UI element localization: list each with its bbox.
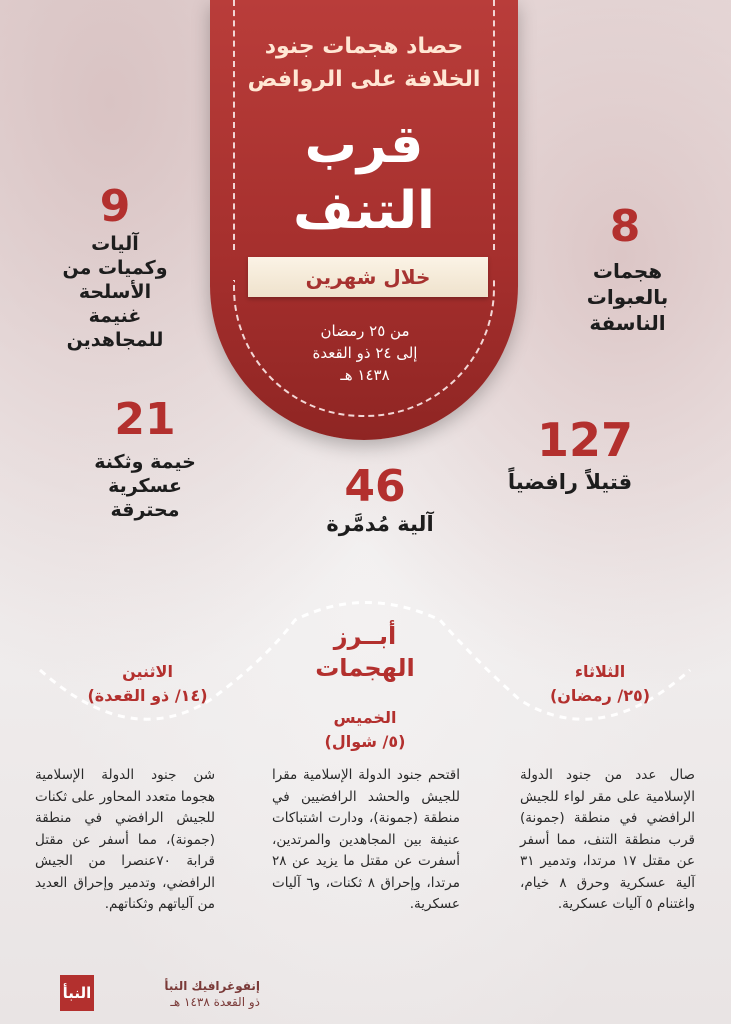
attack-left-text: شن جنود الدولة الإسلامية هجوما متعدد المحاور على ثكنات للجيش الرافضي في منطقة (جمونة)، مما أسفر عن مقتل قرابة ٧٠عنصرا من الجيش الرافضي، وتدمير وإحراق العديد من آلياتهم وثكناتهم. (35, 767, 215, 912)
date-line-1: من ٢٥ رمضان (320, 322, 410, 340)
attack-center-day: الخميس (333, 708, 397, 727)
stat-label-line: خيمة وثكنة (94, 451, 196, 473)
stat-label-line: للمجاهدين (66, 329, 164, 351)
attack-right-day: الثلاثاء (574, 662, 626, 681)
attacks-title-line-1: أبــرز (333, 622, 397, 650)
stat-label-line: غنيمة (88, 305, 142, 327)
stat-label-booty (30, 232, 200, 352)
footer-line-1: إنفوغرافيك النبأ (164, 979, 260, 993)
footer-line-2: ذو القعدة ١٤٣٨ هـ (170, 995, 260, 1009)
banner-subtitle (220, 30, 508, 96)
attack-center-header (290, 706, 440, 754)
subtitle-line-1: حصاد هجمات جنود (264, 34, 464, 59)
stat-value-booty: 9 (99, 181, 131, 232)
attacks-title-line-2: الهجمات (315, 654, 415, 682)
stat-label-line: محترقة (110, 499, 180, 521)
stat-label-line: هجمات (592, 259, 663, 283)
attack-right-date: (٢٥/ رمضان) (549, 686, 651, 705)
stat-label-line: الناسفة (589, 311, 666, 335)
attack-left-header (60, 660, 235, 708)
stat-label-line: بالعبوات (586, 285, 669, 309)
title-line-1: قرب (304, 115, 424, 175)
stat-label-tents (55, 450, 235, 522)
stat-label-line: وكميات من (62, 257, 168, 279)
date-range (270, 320, 460, 386)
naba-logo: النبأ (60, 975, 94, 1011)
stat-value-killed: 127 (536, 413, 634, 467)
title-line-2: التنف (293, 181, 435, 241)
period-ribbon: خلال شهرين (248, 257, 488, 297)
attack-left-date: (١٤/ ذو القعدة) (87, 686, 208, 705)
stat-label-line: آليات (91, 233, 139, 255)
stat-label-ied (545, 258, 710, 336)
date-line-2: إلى ٢٤ ذو القعدة (312, 344, 418, 362)
subtitle-line-2: الخلافة على الروافض (247, 67, 481, 92)
stat-label-killed (470, 468, 670, 496)
page-title (220, 112, 508, 244)
footer-credit (100, 978, 260, 1010)
stat-value-vehicles: 46 (344, 461, 406, 512)
attack-right-header (520, 660, 680, 708)
attack-left-day: الاثنين (122, 662, 173, 681)
stat-label-line: قتيلاً رافضياً (507, 470, 633, 494)
attack-center-date: (٥/ شوال) (324, 732, 406, 751)
stat-label-vehicles (290, 510, 470, 538)
attack-right-text: صال عدد من جنود الدولة الإسلامية على مقر لواء للجيش الرافضي في منطقة (جمونة) قرب منطقة التنف، مما أسفر عن مقتل ١٧ مرتدا، وتدمير ٣١ آلية عسكرية وحرق ٨ خيام، واغتنام ٥ آليات عسكرية. (520, 767, 695, 912)
date-line-3: ١٤٣٨ هـ (340, 366, 390, 384)
attacks-title (270, 620, 460, 684)
stat-value-ied: 8 (609, 201, 641, 252)
stat-value-tents: 21 (114, 394, 176, 445)
attack-center-text: اقتحم جنود الدولة الإسلامية مقرا للجيش والحشد الرافضيين في منطقة (جمونة)، ودارت اشتباكات عنيفة بين المجاهدين والمرتدين، أسفرت عن مقتل ما يزيد عن ٢٨ مرتدا، وإحراق ٨ ثكنات، و٦ آليات عسكرية. (272, 767, 460, 912)
stat-label-line: الأسلحة (78, 281, 152, 303)
stat-label-line: عسكرية (108, 475, 182, 497)
stat-label-line: آلية مُدمَّرة (326, 512, 434, 536)
